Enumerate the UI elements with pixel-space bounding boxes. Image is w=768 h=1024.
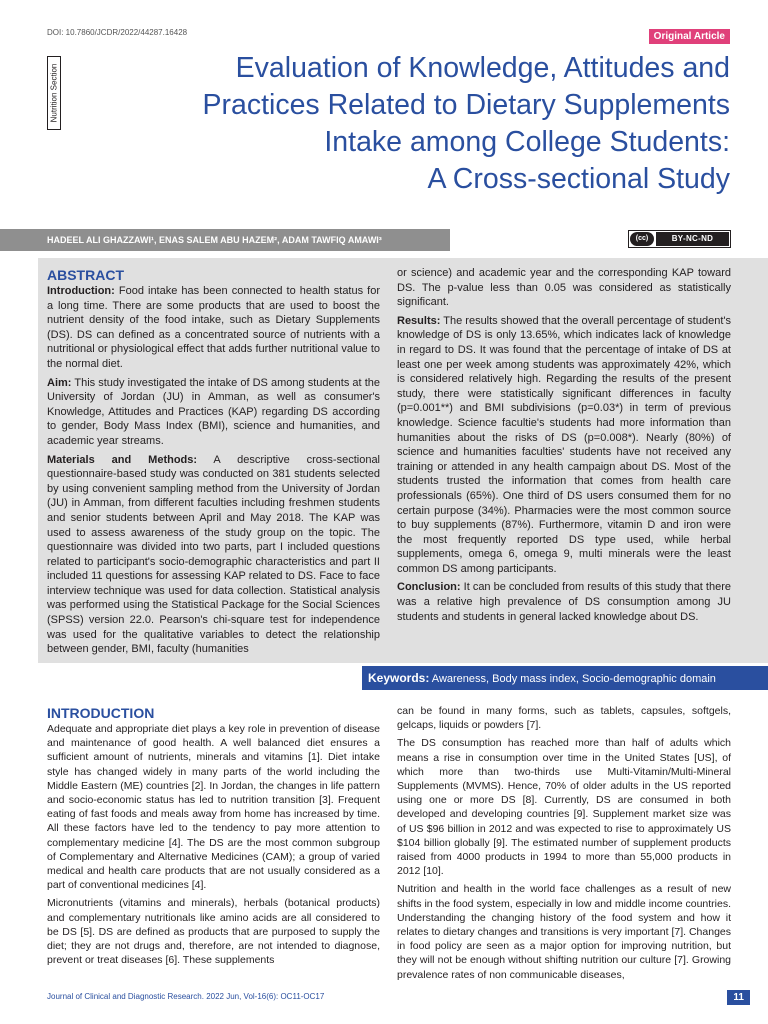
label: Aim:	[47, 376, 72, 389]
license-badge[interactable]	[628, 230, 731, 248]
abstract-right-column	[397, 266, 731, 628]
title-line: A Cross-sectional Study	[427, 163, 730, 195]
abstract-introduction	[47, 284, 380, 372]
text: The results showed that the overall percentage of student's knowledge of DS is only 13.65%, which indicates lack of knowledge in regard to DS. It was found that the percentage of intake of DS at least one per week among students was approximately 42%, which is considered relatively high. Regarding the results of the present study, there were statistically significant differences in faculty (p=0.001**) and BMI subdivisions (p=0.03*) in term of previous knowledge. Science facultie's students had more information than humanities about the risks of DS (p=0.008*). Nearly (80%) of science and humanities faculties' students have not received any training or attended in any health campaign about DS. Most of the students trusted the information that comes from health care professionals (65%). One third of DS users consumed them for no certain purpose (34%). Pharmacies were the most common source to buy supplements (87%). Furthermore, vitamin D and iron were the most frequently reported DS type used, while herbal supplements, omega 6, omega 9, multi minerals were the least common DS among participants.	[397, 314, 731, 575]
paragraph: Nutrition and health in the world face challenges as a result of new shifts in the food system, especially in low and middle income countries. Understanding the changing history of the food system and how it relates to dietary changes and transitions is very important [7]. Changes in food policy are seen as a major option for improving nutrition, but they will not be enough without shifting nutrition our culture [7]. Growing prevalence rates of non communicable diseases,	[397, 883, 731, 981]
page-number: 11	[727, 990, 750, 1005]
title-line: Evaluation of Knowledge, Attitudes and	[235, 52, 730, 84]
introduction-left-column	[47, 704, 380, 971]
journal-footer: Journal of Clinical and Diagnostic Research. 2022 Jun, Vol-16(6): OC11-OC17	[47, 992, 325, 1001]
paragraph: can be found in many forms, such as tablets, capsules, softgels, gelcaps, liquids or powders [7].	[397, 705, 731, 732]
paragraph: The DS consumption has reached more than half of adults which means a rise in consumption over time in the United States [US], of which more than two-thirds use Multi-Vitamin/Multi-Mineral Supplements (MVMS). Hence, 70% of older adults in the US reported using one or more DS [8]. Currently, DS are consumed in both developed and developing countries [9]. Supplement market size was of US $96 billion in 2012 and was expected to rise to approximately US $104 billion globally [9]. The estimated number of supplement products raised from 4000 products in 1994 to more than 55,000 products in 2012 [10].	[397, 737, 731, 878]
abstract-aim	[47, 376, 380, 449]
article-type-badge: Original Article	[649, 29, 730, 44]
abstract-methods-continued: or science) and academic year and the corresponding KAP toward DS. The p-value less than 0.05 was considered as statistically significant.	[397, 267, 731, 309]
title-line: Intake among College Students:	[324, 126, 730, 158]
text: Food intake has been connected to health status for a long time. There are some products that are used to boost the nutrient density of the food intake, such as Dietary Supplements (DS). DS can defined as a concentrated source of nutrients with a nutritional or physiological effect that adds further nutritional value to the normal diet.	[47, 285, 380, 370]
label: Conclusion:	[397, 581, 461, 594]
abstract-heading: ABSTRACT	[47, 267, 124, 283]
cc-icon: (cc)	[630, 232, 654, 246]
license-text: BY-NC-ND	[656, 232, 729, 246]
introduction-right-column	[397, 704, 731, 986]
keywords-bar	[362, 666, 768, 690]
introduction-heading: INTRODUCTION	[47, 705, 155, 721]
label: Results:	[397, 314, 441, 327]
text: A descriptive cross-sectional questionnaire-based study was conducted on 381 students selected by using convenient sampling method from the University of Jordan (JU) in Amman, from different faculties including freshmen students and senior students between April and May 2018. The KAP was used to assess awareness of the study group on the topic. The questionnaire was divided into two parts, part I included questions related to participant's socio-demographic characteristics and part II included 11 questions for assessing KAP related to DS. Face to face interview technique was used for data collection. Statistical analysis was performed using the Statistical Package for the Social Sciences (SPSS) version 22.0. Pearson's chi-square test for independence was used for the qualitative variables to detect the relationship between gender, BMI, faculty (humanities	[47, 453, 380, 656]
doi-text: DOI: 10.7860/JCDR/2022/44287.16428	[47, 28, 188, 37]
article-title	[130, 50, 730, 198]
abstract-left-column	[47, 266, 380, 661]
section-tag-label: Nutrition Section	[49, 63, 59, 123]
abstract-conclusion	[397, 580, 731, 624]
authors-list: HADEEL ALI GHAZZAWI¹, ENAS SALEM ABU HAZEM², ADAM TAWFIQ AMAWI³	[47, 235, 382, 245]
keywords-text: Awareness, Body mass index, Socio-demographic domain	[429, 673, 716, 685]
abstract-results	[397, 314, 731, 577]
label: Materials and Methods:	[47, 453, 198, 466]
label: Introduction:	[47, 285, 115, 297]
paragraph: Micronutrients (vitamins and minerals), herbals (botanical products) and complementary nutritionals like amino acids are all considered to be DS [5]. DS are defined as products that are purposed to supply the diet; they are not drugs and, therefore, are not intended to diagnose, prevent or treat diseases [6]. These supplements	[47, 897, 380, 967]
text: This study investigated the intake of DS among students at the University of Jordan (JU) in Amman, as well as consumer's Knowledge, Attitudes and Practices (KAP) regarding DS according to gender, Body Mass Index (BMI), science and humanities, and academic year streams.	[47, 376, 380, 447]
abstract-methods	[47, 453, 380, 657]
paragraph: Adequate and appropriate diet plays a key role in prevention of disease and maintenance of good health. A well balanced diet ensures a sufficient amount of nutrients, minerals and vitamins [1]. Diet intake style has changed widely in many parts of the world including the Middle Eastern (ME) countries [2]. In Jordan, the changes in life pattern and socio-economic status has led to nutrition transition [3]. Frequent eating of fast foods and meals away from home has increased by time. All these factors have led to the tendency to pay more attention to complementary medicine [4]. The DS are the most common subgroup of Complementary and Alternative Medicines (CAM); a group of varied medical and health care products that are not usually considered as a part of conventional medicines [4].	[47, 723, 380, 892]
keywords-label: Keywords:	[368, 671, 430, 685]
section-tag	[47, 56, 61, 130]
title-line: Practices Related to Dietary Supplements	[202, 89, 730, 121]
text: It can be concluded from results of this study that there was a relative high prevalence of DS consumption among JU students and students in general lacked knowledge about DS.	[397, 581, 731, 623]
